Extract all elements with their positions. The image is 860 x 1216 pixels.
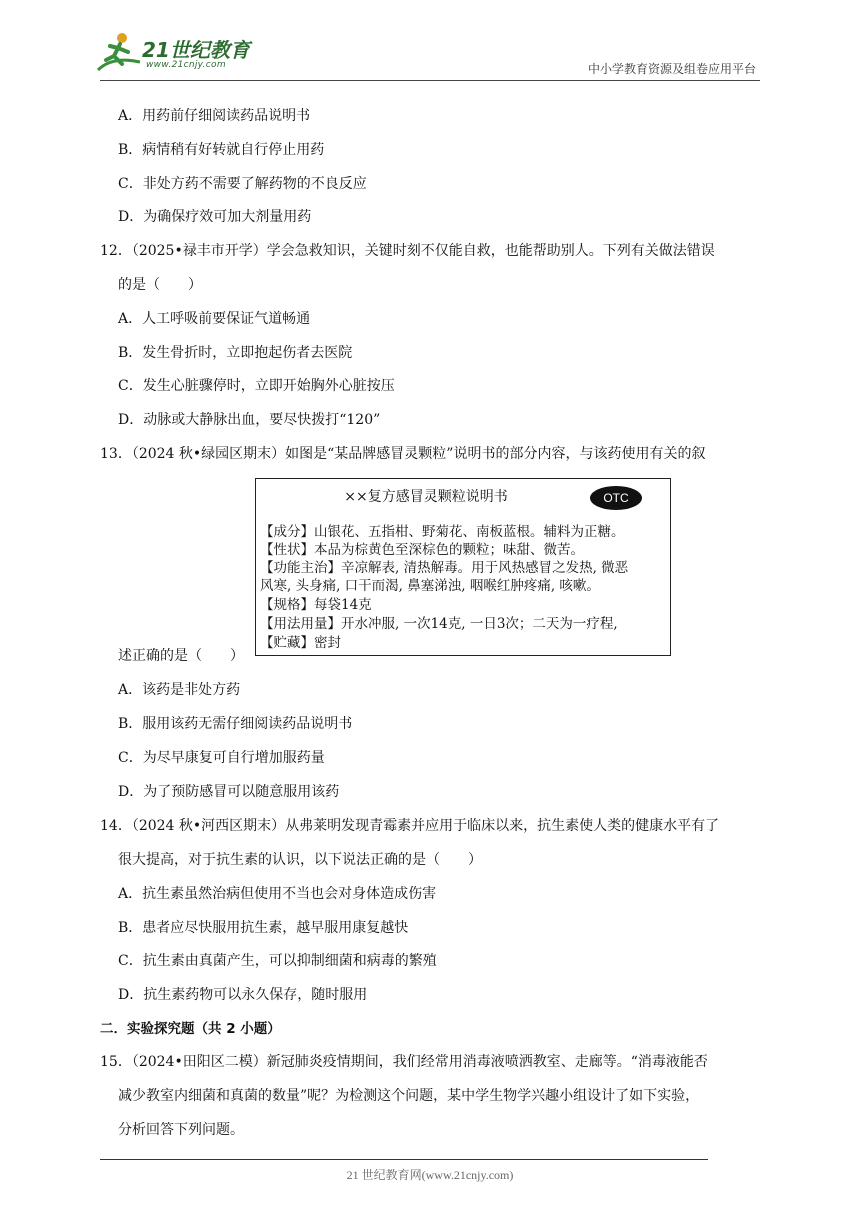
q11-option-d: D．为确保疗效可加大剂量用药 — [118, 209, 312, 225]
footer-divider — [100, 1159, 708, 1160]
q14-stem-line2: 很大提高，对于抗生素的认识，以下说法正确的是（ ） — [118, 852, 482, 868]
q15-stem-line2: 减少教室内细菌和真菌的数量”呢？为检测这个问题，某中学生物学兴趣小组设计了如下实验， — [118, 1088, 700, 1104]
q12-option-a: A．人工呼吸前要保证气道畅通 — [118, 311, 311, 327]
q14-option-c: C．抗生素由真菌产生，可以抑制细菌和病毒的繁殖 — [118, 953, 437, 969]
q12-option-d: D．动脉或大静脉出血，要尽快拨打“120” — [118, 412, 381, 428]
medicine-label-title: ××复方感冒灵颗粒说明书 — [344, 489, 508, 505]
label-properties: 【性状】本品为棕黄色至深棕色的颗粒；味甜、微苦。 — [260, 542, 584, 558]
q13-stem-line1: 13．（2024 秋•绿园区期末）如图是“某品牌感冒灵颗粒”说明书的部分内容，与该药使用有关的叙 — [100, 446, 706, 462]
q13-option-b: B．服用该药无需仔细阅读药品说明书 — [118, 716, 353, 732]
label-storage: 【贮藏】密封 — [260, 635, 341, 651]
section-heading: 二．实验探究题（共 2 小题） — [100, 1021, 281, 1037]
runner-logo-icon — [92, 30, 144, 76]
label-dosage: 【用法用量】开水冲服, 一次14克, 一日3次；二天为一疗程, — [260, 616, 618, 632]
label-indications: 【功能主治】辛凉解表, 清热解毒。用于风热感冒之发热, 微恶 — [260, 560, 629, 576]
q13-option-a: A．该药是非处方药 — [118, 682, 241, 698]
logo-url: www.21cnjy.com — [146, 60, 226, 70]
q12-option-b: B．发生骨折时，立即抱起伤者去医院 — [118, 345, 353, 361]
q11-option-b: B．病情稍有好转就自行停止用药 — [118, 142, 325, 158]
header-divider — [100, 80, 760, 81]
q12-stem-line1: 12．（2025•禄丰市开学）学会急救知识，关键时刻不仅能自救，也能帮助别人。下列有关做法错误 — [100, 243, 715, 259]
q14-option-d: D．抗生素药物可以永久保存，随时服用 — [118, 987, 368, 1003]
q13-option-c: C．为尽早康复可自行增加服药量 — [118, 750, 325, 766]
label-ingredients: 【成分】山银花、五指柑、野菊花、南板蓝根。辅料为正糖。 — [260, 524, 625, 540]
logo-title: 21世纪教育 — [142, 38, 250, 62]
site-logo — [92, 30, 262, 82]
q15-stem-line1: 15．（2024•田阳区二模）新冠肺炎疫情期间，我们经常用消毒液喷洒教室、走廊等。“消毒液能否 — [100, 1054, 708, 1070]
footer-text: 21 世纪教育网(www.21cnjy.com) — [346, 1168, 514, 1182]
q13-stem-line2: 述正确的是（ ） — [118, 648, 244, 664]
medicine-label-figure — [255, 478, 671, 656]
label-indications-cont: 风寒, 头身痛, 口干而渴, 鼻塞涕浊, 咽喉红肿疼痛, 咳嗽。 — [260, 578, 600, 594]
otc-badge: OTC — [590, 486, 642, 510]
platform-name: 中小学教育资源及组卷应用平台 — [587, 62, 756, 76]
q13-option-d: D．为了预防感冒可以随意服用该药 — [118, 784, 340, 800]
q14-stem-line1: 14．（2024 秋•河西区期末）从弗莱明发现青霉素并应用于临床以来，抗生素使人类的健康水平有了 — [100, 818, 720, 834]
label-spec: 【规格】每袋14克 — [260, 597, 372, 613]
q15-stem-line3: 分析回答下列问题。 — [118, 1122, 244, 1138]
q12-stem-line2: 的是（ ） — [118, 277, 202, 293]
q11-option-c: C．非处方药不需要了解药物的不良反应 — [118, 176, 367, 192]
q11-option-a: A．用药前仔细阅读药品说明书 — [118, 108, 311, 124]
q12-option-c: C．发生心脏骤停时，立即开始胸外心脏按压 — [118, 378, 395, 394]
q14-option-b: B．患者应尽快服用抗生素，越早服用康复越快 — [118, 920, 409, 936]
q14-option-a: A．抗生素虽然治病但使用不当也会对身体造成伤害 — [118, 886, 437, 902]
